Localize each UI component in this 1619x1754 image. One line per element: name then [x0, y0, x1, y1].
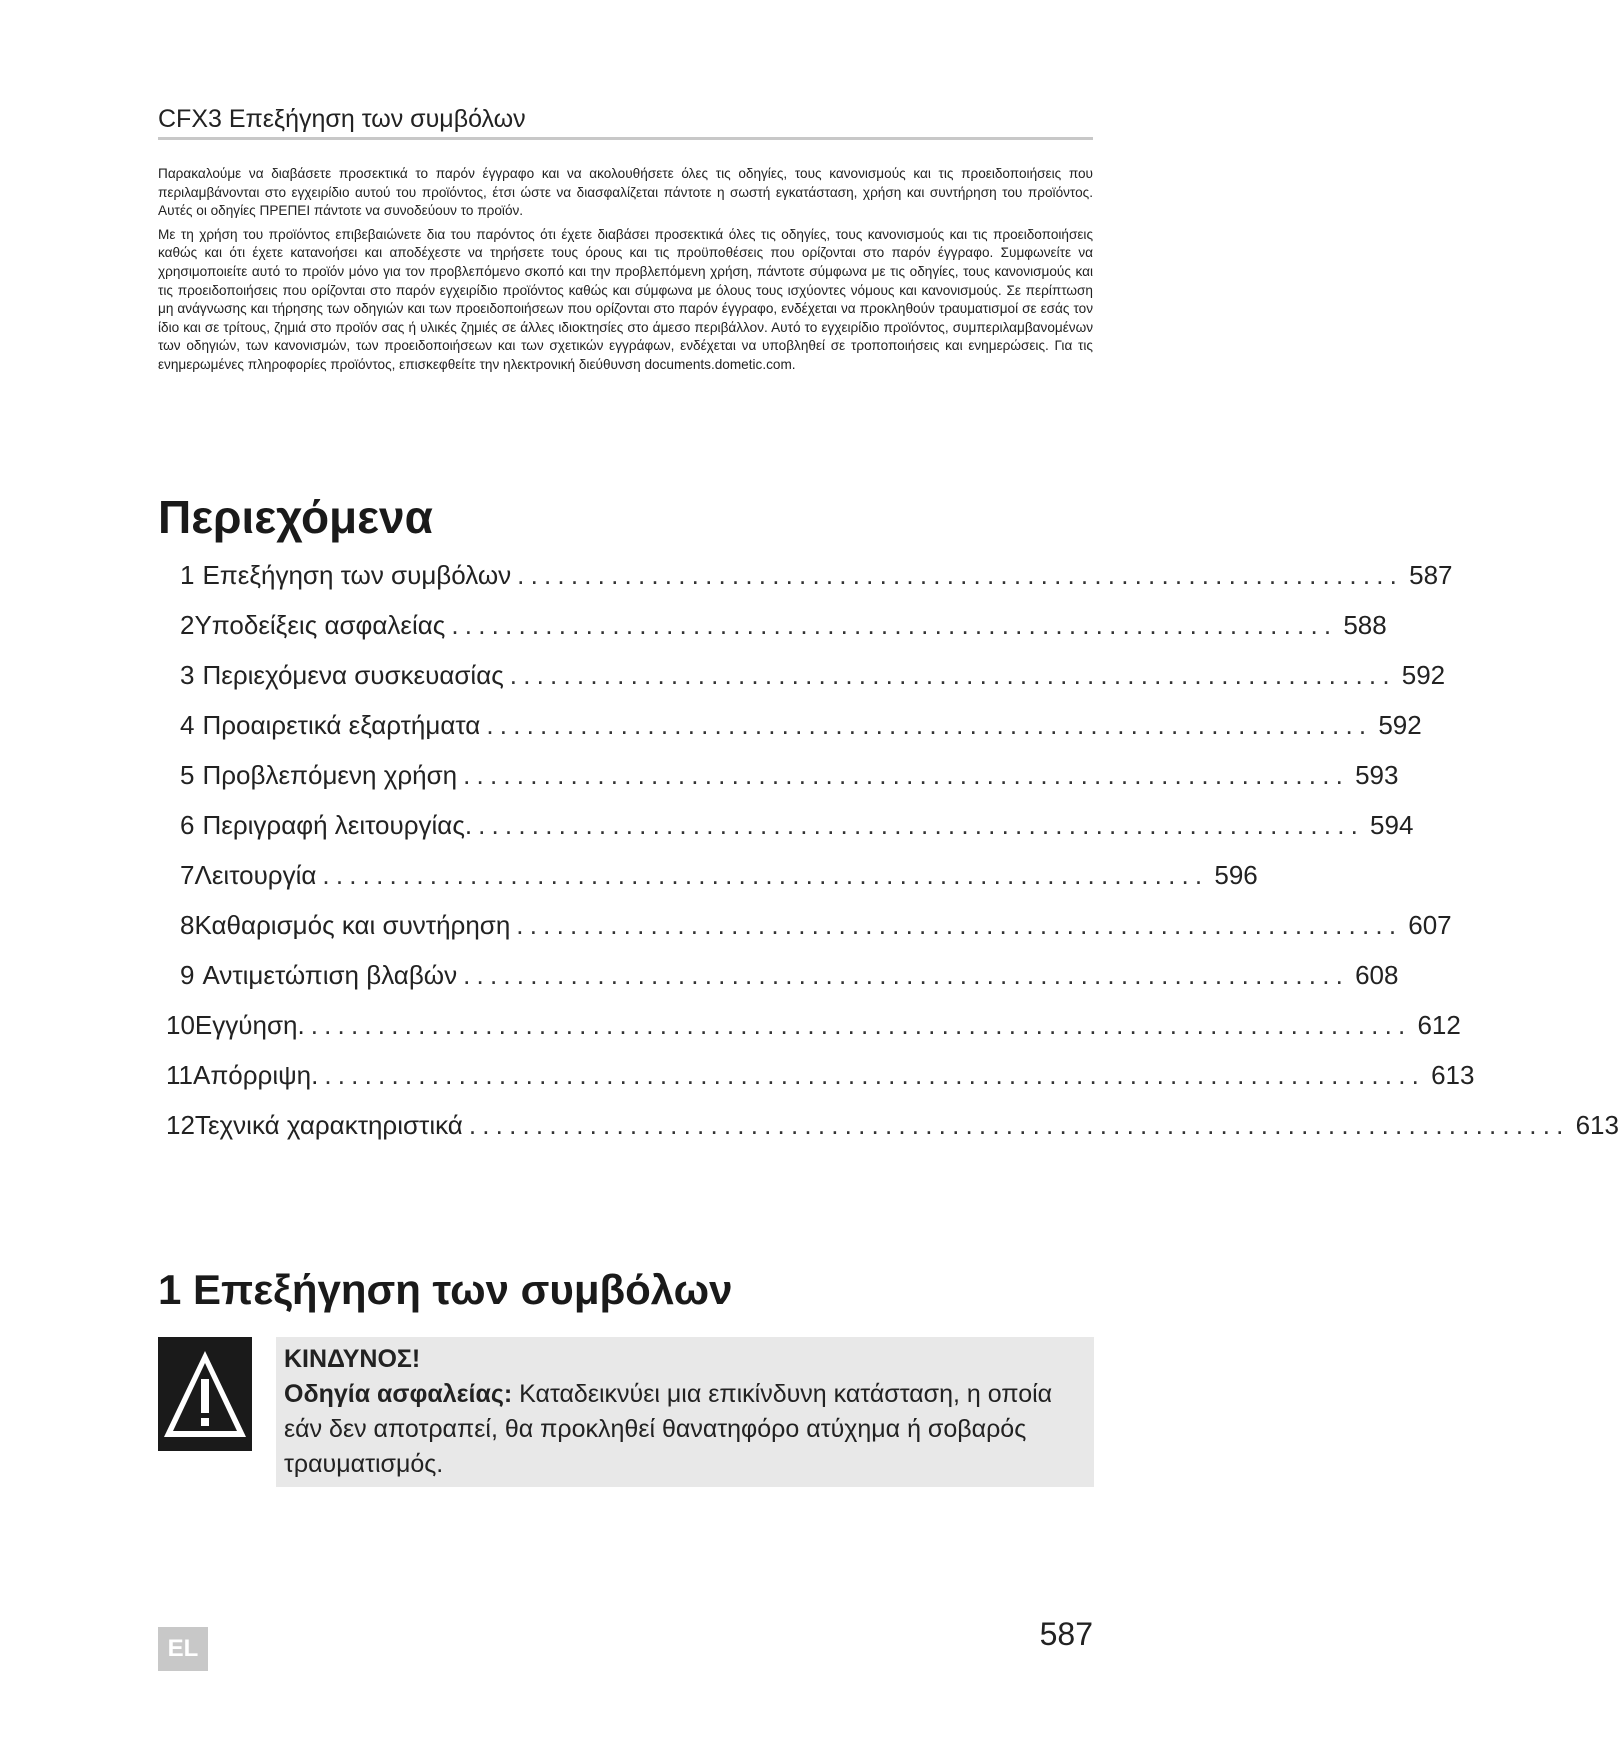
toc-entry-number: 2 [180, 610, 195, 640]
toc-leader-dots: .................................................................. [463, 760, 1350, 790]
toc-leader-dots: .................................................................. [451, 610, 1338, 640]
toc-entry-number: 9 [180, 960, 195, 990]
warning-triangle-icon [158, 1337, 252, 1451]
toc-entry-number: 4 [180, 710, 195, 740]
toc-entry-number: 8 [180, 910, 195, 940]
toc-entry[interactable] [166, 1110, 1619, 1160]
toc-entry[interactable] [180, 910, 1452, 960]
toc-entry-title: Προβλεπόμενη χρήση [202, 760, 458, 790]
toc-entry-number: 3 [180, 660, 195, 690]
toc-entry-title: Τεχνικά χαρακτηριστικά [194, 1110, 463, 1140]
warning-text [284, 1342, 1084, 1482]
running-header [158, 102, 1093, 136]
toc-entry-page: 593 [1355, 760, 1399, 790]
warning-description: Καταδεικνύει μια επικίνδυνη κατάσταση, η οποία εάν δεν αποτραπεί, θα προκληθεί θανατηφόρο ατύχημα ή σοβαρός τραυματισμός. [284, 1380, 1053, 1478]
toc-entry-number: 7 [180, 860, 195, 890]
toc-entry[interactable] [180, 660, 1446, 710]
toc-leader-dots: .................................................................................. [324, 1060, 1426, 1090]
warning-lead: Οδηγία ασφαλείας: [284, 1380, 513, 1408]
toc-entry-page: 607 [1408, 910, 1452, 940]
toc-entry-number: 12 [166, 1110, 195, 1140]
toc-entry[interactable] [180, 860, 1258, 910]
toc-entry-title: Καθαρισμός και συντήρηση [194, 910, 511, 940]
language-badge: EL [158, 1627, 208, 1671]
toc-entry-page: 613 [1575, 1110, 1619, 1140]
toc-leader-dots: .................................................................................. [310, 1010, 1412, 1040]
warning-label: ΚΙΝΔΥΝΟΣ! [284, 1345, 421, 1373]
toc-leader-dots: .................................................................. [463, 960, 1350, 990]
toc-entry-number: 5 [180, 760, 195, 790]
toc-entry[interactable] [180, 710, 1422, 760]
header-title: CFX3 Επεξήγηση των συμβόλων [158, 105, 526, 133]
intro-paragraph: Παρακαλούμε να διαβάσετε προσεκτικά το παρόν έγγραφο και να ακολουθήσετε όλες τις οδηγίες, τους κανονισμούς και τις προειδοποιήσεις που περιλαμβάνονται στο εγχειρίδιο αυτού του προϊόντος, έτσι ώστε να διασφαλίζεται πάντοτε η σωστή εγκατάσταση, χρήση και συντήρηση του προϊόντος. Αυτές οι οδηγίες ΠΡΕΠΕΙ πάντοτε να συνοδεύουν το προϊόν. [158, 166, 1093, 219]
toc-entry-page: 608 [1355, 960, 1399, 990]
toc-entry-page: 613 [1431, 1060, 1475, 1090]
toc-leader-dots: .................................................................. [478, 810, 1365, 840]
toc-entry-page: 587 [1409, 560, 1453, 590]
toc-entry-number: 10 [166, 1010, 195, 1040]
toc-entry-title: Εγγύηση. [194, 1010, 305, 1040]
toc-entry-number: 1 [180, 560, 195, 590]
toc-entry[interactable] [180, 560, 1453, 610]
toc-leader-dots: .................................................................................. [468, 1110, 1570, 1140]
toc-entry-page: 594 [1370, 810, 1414, 840]
toc-entry-page: 592 [1378, 710, 1422, 740]
toc-entry-page: 596 [1214, 860, 1258, 890]
toc-entry-page: 588 [1343, 610, 1387, 640]
toc-entry[interactable] [180, 760, 1399, 810]
header-divider [158, 137, 1093, 140]
toc-entry-title: Απόρριψη. [193, 1060, 319, 1090]
toc-entry[interactable] [166, 1060, 1475, 1110]
toc-entry-number: 11 [166, 1060, 193, 1090]
toc-entry-title: Περιεχόμενα συσκευασίας [202, 660, 504, 690]
toc-entry-page: 592 [1401, 660, 1446, 690]
toc-entry-title: Περιγραφή λειτουργίας. [202, 810, 473, 840]
toc-leader-dots: .................................................................. [322, 860, 1209, 890]
toc-entry[interactable] [180, 610, 1387, 660]
toc-entry-title: Λειτουργία [194, 860, 317, 890]
page-number: 587 [1039, 1616, 1093, 1652]
toc-leader-dots: .................................................................. [509, 660, 1396, 690]
toc-entry-title: Αντιμετώπιση βλαβών [202, 960, 458, 990]
toc-heading: Περιεχόμενα [158, 491, 433, 543]
toc-leader-dots: .................................................................. [486, 710, 1373, 740]
toc-entry-title: Προαιρετικά εξαρτήματα [202, 710, 481, 740]
toc-entry-number: 6 [180, 810, 195, 840]
toc-leader-dots: .................................................................. [516, 910, 1403, 940]
intro-paragraph: Με τη χρήση του προϊόντος επιβεβαιώνετε δια του παρόντος ότι έχετε διαβάσει προσεκτικά όλες τις οδηγίες, τους κανονισμούς και τις προειδοποιήσεις καθώς και ότι έχετε κατανοήσει και αποδέχεστε να τηρήσετε τους όρους και τις προϋποθέσεις που ορίζονται στο παρόν έγγραφο. Συμφωνείτε να χρησιμοποιείτε αυτό το προϊόν μόνο για τον προβλεπόμενο σκοπό και την προβλεπόμενη χρήση, πάντοτε σύμφωνα με τις οδηγίες, τους κανονισμούς και τις προειδοποιήσεις που ορίζονται στο παρόν εγχειρίδιο προϊόντος καθώς και σύμφωνα με όλους τους ισχύοντες νόμους και κανονισμούς. Σε περίπτωση μη ανάγνωσης και τήρησης των οδηγιών και των προειδοποιήσεων που ορίζονται στο παρόν έγγραφο, ενδέχεται να προκληθούν τραυματισμοί σε εσάς τον ίδιο και σε τρίτους, ζημιά στο προϊόν σας ή υλικές ζημιές σε άλλες ιδιοκτησίες στο άμεσο περιβάλλον. Αυτό το εγχειρίδιο προϊόντος, συμπεριλαμβανομένων των οδηγιών, των κανονισμών, των προειδοποιήσεων και των σχετικών εγγράφων, ενδέχεται να υποβληθεί σε τροποποιήσεις και ενημερώσεις. Για τις ενημερωμένες πληροφορίες προϊόντος, επισκεφθείτε την ηλεκτρονική διεύθυνση documents.dometic.com. [158, 226, 1093, 372]
toc-entry-title: Επεξήγηση των συμβόλων [202, 560, 512, 590]
section-heading: 1 Επεξήγηση των συμβόλων [158, 1266, 733, 1313]
toc-entry[interactable] [180, 960, 1399, 1010]
toc-entry[interactable] [180, 810, 1414, 860]
toc-entry-page: 612 [1417, 1010, 1461, 1040]
toc-leader-dots: .................................................................. [517, 560, 1404, 590]
intro-text [158, 165, 1093, 380]
toc-entry-title: Υποδείξεις ασφαλείας [194, 610, 446, 640]
toc-entry[interactable] [166, 1010, 1461, 1060]
